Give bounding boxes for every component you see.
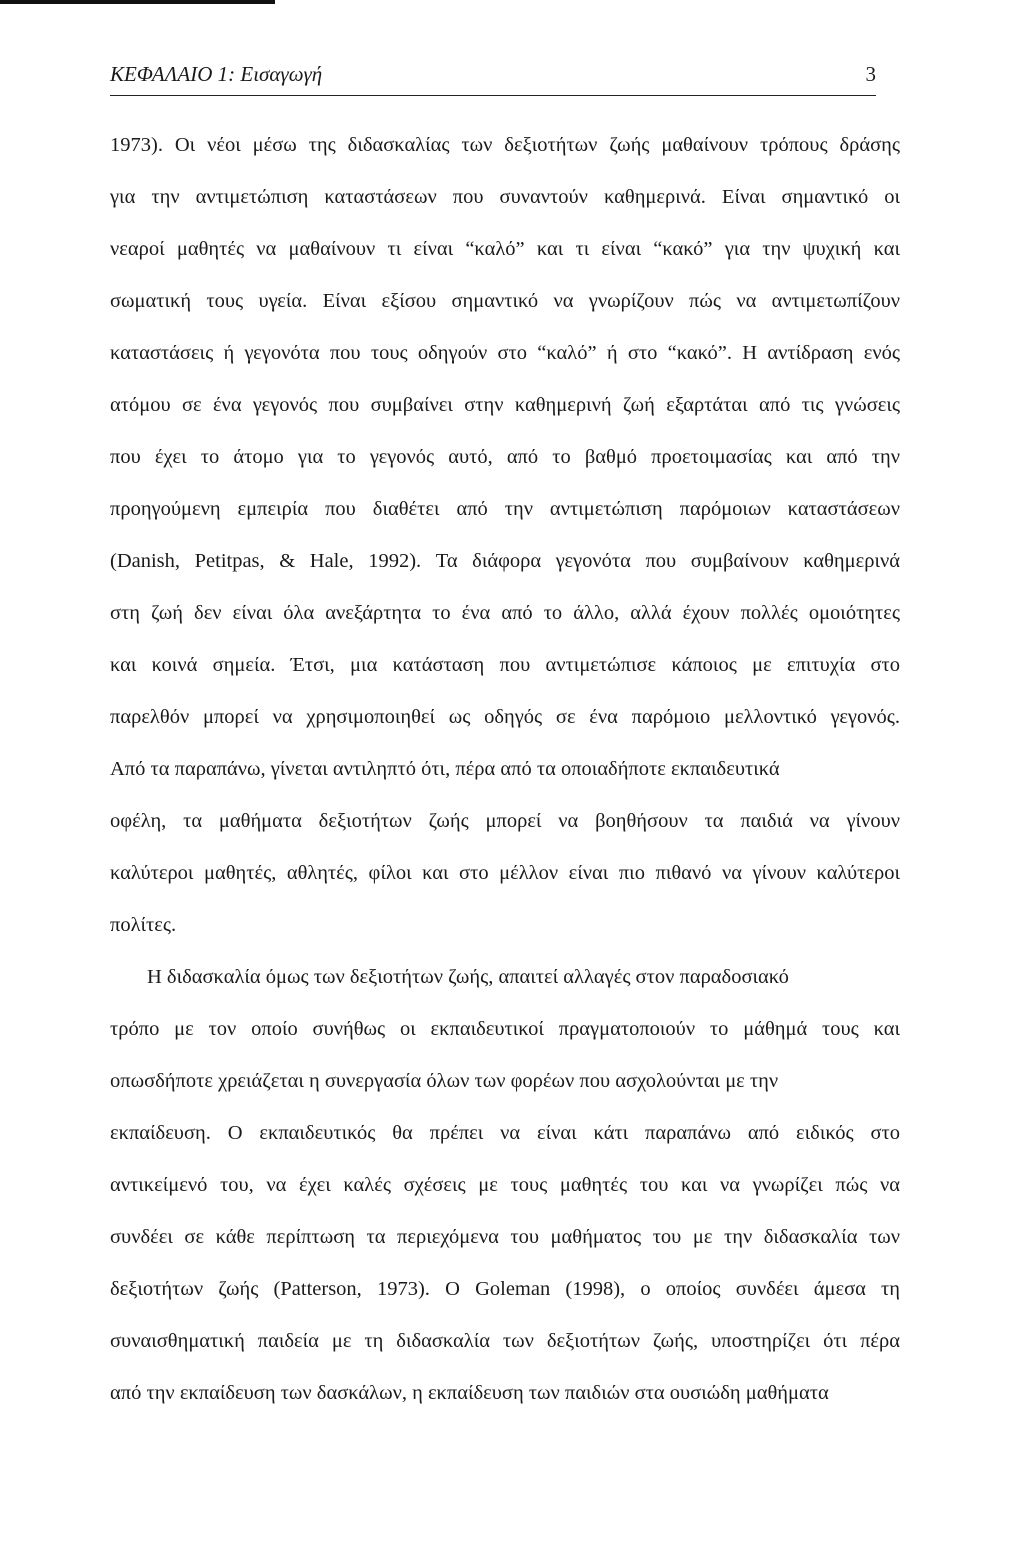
text-line: από την εκπαίδευση των δασκάλων, η εκπαίδευση των παιδιών στα ουσιώδη μαθήματα <box>110 1382 829 1404</box>
text-line: συναισθηματική παιδεία με τη διδασκαλία των δεξιοτήτων ζωής, υποστηρίζει ότι πέρα <box>110 1330 900 1352</box>
text-line: οπωσδήποτε χρειάζεται η συνεργασία όλων των φορέων που ασχολούνται με την <box>110 1070 779 1092</box>
text-line: σωματική τους υγεία. Είναι εξίσου σημαντικό να γνωρίζουν πώς να αντιμετωπίζουν <box>110 290 900 312</box>
text-line: και κοινά σημεία. Έτσι, μια κατάσταση που αντιμετώπισε κάποιος με επιτυχία στο <box>110 654 900 676</box>
text-line: δεξιοτήτων ζωής (Patterson, 1973). Ο Goleman (1998), ο οποίος συνδέει άμεσα τη <box>110 1278 900 1300</box>
text-line: τρόπο με τον οποίο συνήθως οι εκπαιδευτικοί πραγματοποιούν το μάθημά τους και <box>110 1018 900 1040</box>
text-line: αντικείμενό του, να έχει καλές σχέσεις με τους μαθητές του και να γνωρίζει πώς να <box>110 1174 900 1196</box>
text-line: νεαροί μαθητές να μαθαίνουν τι είναι “καλό” και τι είναι “κακό” για την ψυχική και <box>110 238 900 260</box>
running-header <box>110 62 876 92</box>
text-line: καλύτεροι μαθητές, αθλητές, φίλοι και στο μέλλον είναι πιο πιθανό να γίνουν καλύτεροι <box>110 862 900 884</box>
scan-edge-mark <box>0 0 275 4</box>
text-line: συνδέει σε κάθε περίπτωση τα περιεχόμενα του μαθήματος του με την διδασκαλία των <box>110 1226 900 1248</box>
text-line: παρελθόν μπορεί να χρησιμοποιηθεί ως οδηγός σε ένα παρόμοιο μελλοντικό γεγονός. <box>110 706 900 728</box>
text-line: που έχει το άτομο για το γεγονός αυτό, από το βαθμό προετοιμασίας και από την <box>110 446 900 468</box>
header-rule <box>110 95 876 96</box>
text-line: πολίτες. <box>110 914 177 936</box>
text-line: οφέλη, τα μαθήματα δεξιοτήτων ζωής μπορεί να βοηθήσουν τα παιδιά να γίνουν <box>110 810 900 832</box>
text-line: Από τα παραπάνω, γίνεται αντιληπτό ότι, πέρα από τα οποιαδήποτε εκπαιδευτικά <box>110 758 780 780</box>
text-line: για την αντιμετώπιση καταστάσεων που συναντούν καθημερινά. Είναι σημαντικό οι <box>110 186 900 208</box>
chapter-title: ΚΕΦΑΛΑΙΟ 1: Εισαγωγή <box>110 62 323 86</box>
page-number: 3 <box>865 62 876 86</box>
text-line: ατόμου σε ένα γεγονός που συμβαίνει στην καθημερινή ζωή εξαρτάται από τις γνώσεις <box>110 394 900 416</box>
body-text <box>110 119 900 1419</box>
paragraph-first-line: Η διδασκαλία όμως των δεξιοτήτων ζωής, απαιτεί αλλαγές στον παραδοσιακό <box>147 966 789 988</box>
text-line: 1973). Οι νέοι μέσω της διδασκαλίας των δεξιοτήτων ζωής μαθαίνουν τρόπους δράσης <box>110 134 900 156</box>
text-line: στη ζωή δεν είναι όλα ανεξάρτητα το ένα από το άλλο, αλλά έχουν πολλές ομοιότητες <box>110 602 900 624</box>
text-line: (Danish, Petitpas, & Hale, 1992). Τα διάφορα γεγονότα που συμβαίνουν καθημερινά <box>110 550 900 572</box>
text-line: καταστάσεις ή γεγονότα που τους οδηγούν στο “καλό” ή στο “κακό”. Η αντίδραση ενός <box>110 342 900 364</box>
text-line: προηγούμενη εμπειρία που διαθέτει από την αντιμετώπιση παρόμοιων καταστάσεων <box>110 498 900 520</box>
text-line: εκπαίδευση. Ο εκπαιδευτικός θα πρέπει να είναι κάτι παραπάνω από ειδικός στο <box>110 1122 900 1144</box>
